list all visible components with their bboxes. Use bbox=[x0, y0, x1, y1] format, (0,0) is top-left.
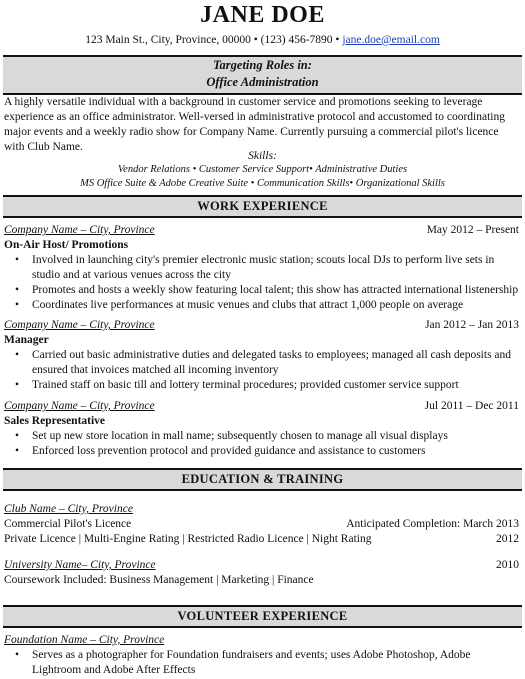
company-name: Company Name – City, Province bbox=[4, 224, 155, 236]
section-header-education: EDUCATION & TRAINING bbox=[3, 468, 522, 491]
job-bullet: • Enforced loss prevention protocol and provided guidance and assistance to customers bbox=[32, 444, 519, 459]
job-role: Manager bbox=[4, 334, 49, 346]
job-entry-1 bbox=[4, 223, 519, 313]
job-bullet: • Involved in launching city's premier electronic music station; scouts local DJs to perform live sets in studio and at various venues across the city bbox=[32, 253, 519, 283]
education-entry-club bbox=[4, 502, 519, 547]
skills-line-1: Vendor Relations • Customer Service Support• Administrative Duties bbox=[117, 164, 408, 175]
club-ratings: Private Licence | Multi-Engine Rating | Restricted Radio Licence | Night Rating bbox=[4, 533, 372, 545]
target-role-title: Office Administration bbox=[206, 75, 319, 89]
job-bullet: • Carried out basic administrative duties and delegated tasks to employees; managed all cash deposits and ensured that invoices matched all incoming inventory bbox=[32, 348, 519, 378]
target-role-banner bbox=[3, 55, 522, 95]
job-dates: Jan 2012 – Jan 2013 bbox=[425, 319, 519, 331]
job-bullet: • Coordinates live performances at music venues and clubs that attract 1,000 people on average bbox=[32, 298, 519, 313]
job-dates: May 2012 – Present bbox=[426, 224, 519, 236]
skills-line-2: MS Office Suite & Adobe Creative Suite • Communication Skills• Organizational Skills bbox=[80, 178, 445, 189]
company-name: Company Name – City, Province bbox=[4, 319, 155, 331]
coursework-line: Coursework Included: Business Management | Marketing | Finance bbox=[4, 574, 314, 586]
job-entry-2 bbox=[4, 318, 519, 393]
club-year: 2012 bbox=[496, 533, 519, 545]
job-role: Sales Representative bbox=[4, 415, 106, 427]
university-year: 2010 bbox=[496, 559, 519, 571]
job-bullet: • Promotes and hosts a weekly show featuring local talent; this show has attracted international listenership bbox=[32, 283, 519, 298]
club-completion: Anticipated Completion: March 2013 bbox=[346, 518, 519, 530]
contact-line bbox=[0, 34, 525, 46]
job-bullet: • Set up new store location in mall name; subsequently chosen to manage all visual displays bbox=[32, 429, 519, 444]
summary-text: A highly versatile individual with a background in customer service and promotions seeking to leverage experience as an office administrator. Well-versed in administrative protocol and accustomed to coordinating major events and a weekly radio show for Company Name. Currently pursuing a commercial pilot's licence with Club Name. bbox=[4, 96, 505, 153]
club-name: Club Name – City, Province bbox=[4, 503, 133, 515]
volunteer-bullet: • Serves as a photographer for Foundation fundraisers and events; uses Adobe Photoshop, Adobe Lightroom and Adobe After Effects bbox=[32, 648, 519, 678]
contact-details: 123 Main St., City, Province, 00000 • (123) 456-7890 • bbox=[85, 34, 343, 46]
foundation-name: Foundation Name – City, Province bbox=[4, 634, 165, 646]
summary-section bbox=[4, 95, 519, 155]
company-name: Company Name – City, Province bbox=[4, 400, 155, 412]
job-bullet: • Trained staff on basic till and lottery terminal procedures; provided customer service support bbox=[32, 378, 519, 393]
skills-title: Skills: bbox=[248, 150, 277, 162]
volunteer-entry bbox=[4, 633, 519, 678]
university-name: University Name– City, Province bbox=[4, 559, 156, 571]
education-entry-university bbox=[4, 558, 519, 588]
target-role-label: Targeting Roles in: bbox=[213, 58, 312, 72]
job-dates: Jul 2011 – Dec 2011 bbox=[424, 400, 519, 412]
section-header-work: WORK EXPERIENCE bbox=[3, 195, 522, 218]
club-credential: Commercial Pilot's Licence bbox=[4, 518, 132, 530]
section-header-volunteer: VOLUNTEER EXPERIENCE bbox=[3, 605, 522, 628]
job-entry-3 bbox=[4, 399, 519, 459]
candidate-name: JANE DOE bbox=[200, 2, 325, 28]
email-link[interactable]: jane.doe@email.com bbox=[342, 34, 440, 46]
job-role: On-Air Host/ Promotions bbox=[4, 239, 129, 251]
